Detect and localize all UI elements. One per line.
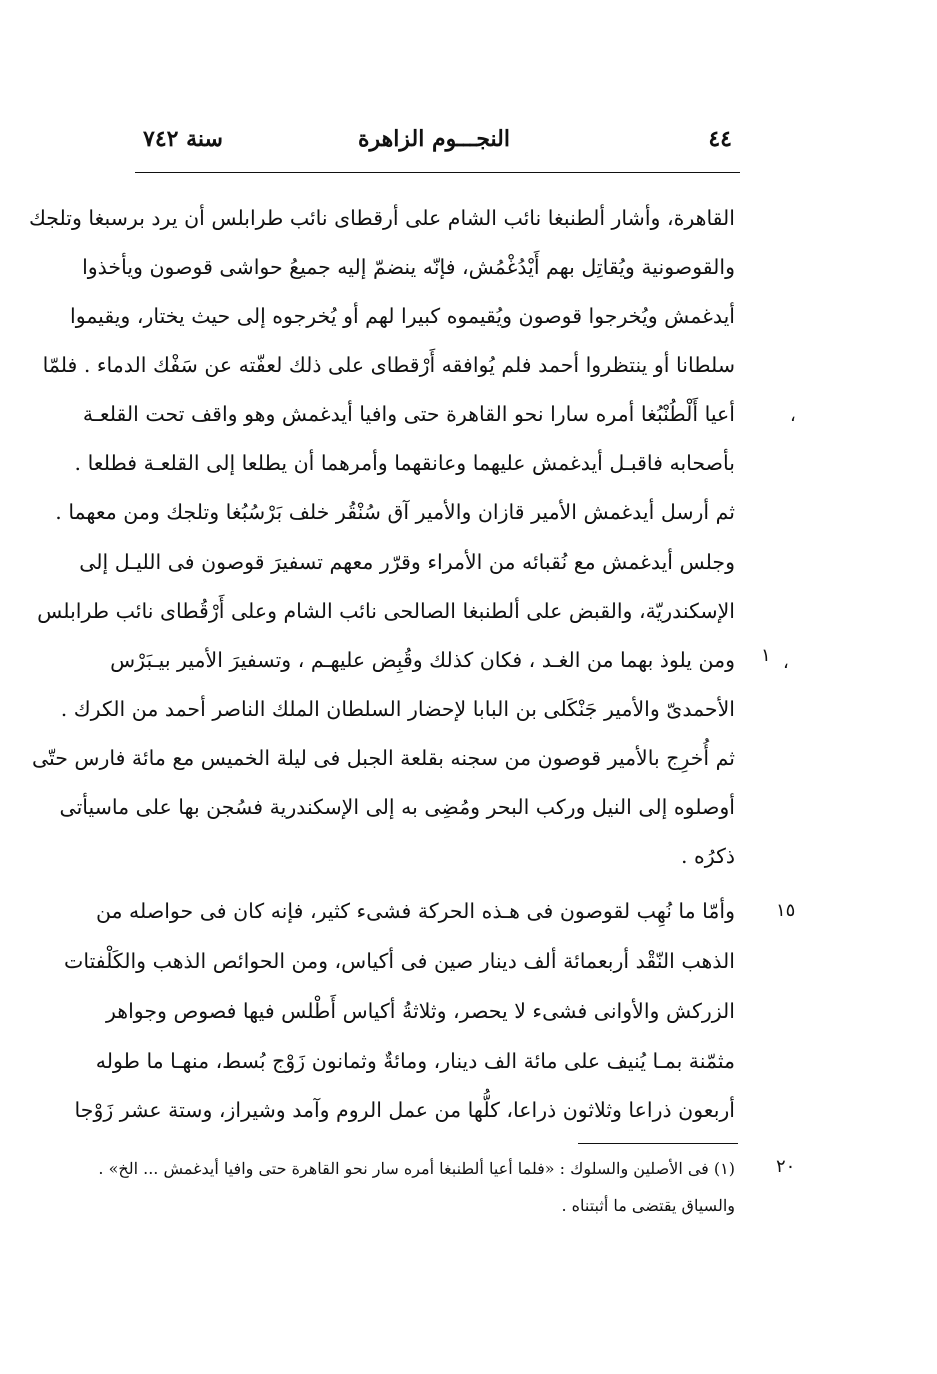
- text-line: أوصلوه إلى النيل وركب البحر ومُضِى به إلى الإسكندرية فسُجن بها على ماسيأتى: [59, 795, 735, 819]
- text-line: أيدغمش ويُخرجوا قوصون ويُقيموه كبيرا لهم أو يُخرجوه إلى حيث يختار، ويقيموا: [70, 304, 735, 328]
- footnote-line: والسياق يقتضى ما أثبتناه .: [561, 1196, 735, 1215]
- text-line: ذكرُه .: [681, 844, 735, 868]
- line-number: ٢٠: [776, 1156, 796, 1177]
- text-line: الأحمدىّ والأمير جَنْكَلى بن البابا لإحضار السلطان الملك الناصر أحمد من الكرك .: [60, 697, 735, 721]
- text-line: وأمّا ما نُهِب لقوصون فى هـذه الحركة فشىء كثير، فإنه كان فى حواصله من: [95, 899, 735, 923]
- text-line: القاهرة، وأشار ألطنبغا نائب الشام على أرقطاى نائب طرابلس أن يرد برسبغا وتلجك: [28, 206, 735, 230]
- header-rule: [135, 172, 740, 173]
- text-line: بأصحابه فاقبـل أيدغمش عليهما وعانقهما وأمرهما أن يطلعا إلى القلعـة فطلعا .: [74, 451, 735, 475]
- footnote-line: (١) فى الأصلين والسلوك : «فلما أعيا ألطنبغا أمره سار نحو القاهرة حتى وافيا أيدغمش ... الخ» .: [98, 1159, 735, 1178]
- text-line: وجلس أيدغمش مع نُقبائه من الأمراء وقرّر معهم تسفيرَ قوصون فى الليـل إلى: [79, 550, 735, 574]
- text-line: الذهب النّقْد أربعمائة ألف دينار صين فى أكياس، ومن الحوائص الذهب والكَلْفتات: [64, 949, 735, 973]
- text-line: أعيا أَلْطُنْبُغا أمره سارا نحو القاهرة حتى وافيا أيدغمش وهو واقف تحت القلعـة: [82, 402, 735, 426]
- text-line: الإسكندريّة، والقبض على ألطنبغا الصالحى نائب الشام وعلى أَرْقُطاى نائب طرابلس: [37, 599, 735, 623]
- line-number: ١٥: [776, 900, 796, 921]
- text-line: والقوصونية ويُقاتِل بهم أَيْدُغْمُش، فإنّه ينضمّ إليه جميعُ حواشى قوصون ويأخذوا: [82, 255, 735, 279]
- book-title: النجـــوم الزاهرة: [358, 126, 510, 152]
- page-number: ٤٤: [708, 126, 732, 152]
- margin-mark: ،: [790, 405, 796, 426]
- text-line: ثم أرسل أيدغمش الأمير قازان والأمير آق سُنْقُر خلف بَرْسُبُغا وتلجك ومن معهما .: [55, 500, 735, 524]
- line-number: ١: [761, 645, 771, 666]
- running-header: [135, 118, 740, 160]
- year-label: سنة ٧٤٢: [143, 126, 223, 152]
- text-line: ثم أُخرِج بالأمير قوصون من سجنه بقلعة الجبل فى ليلة الخميس مع مائة فارس حتّى: [31, 746, 735, 770]
- text-line: أربعون ذراعا وثلاثون ذراعا، كلُّها من عمل الروم وآمد وشيراز، وستة عشر زَوْجا: [74, 1098, 735, 1122]
- text-line: سلطانا أو ينتظروا أحمد فلم يُوافقه أَرْقطاى على ذلك لعفّته عن سَفْك الدماء . فلمّا: [42, 353, 735, 377]
- text-line: مثمّنة بمـا يُنيف على مائة الف دينار، ومائةٌ وثمانون زَوْج بُسط، منهـا ما طوله: [95, 1049, 735, 1073]
- text-line: الزركش والأوانى فشىء لا يحصر، وثلاثةُ أكياس أَطْلس فيها فصوص وجواهر: [105, 999, 735, 1023]
- margin-mark: ،: [783, 652, 789, 673]
- footnote-rule: [578, 1143, 738, 1144]
- text-line: ومن يلوذ بهما من الغـد ، فكان كذلك وقُبِض عليهـم ، وتسفيرَ الأمير بيـبَرْس: [110, 648, 735, 672]
